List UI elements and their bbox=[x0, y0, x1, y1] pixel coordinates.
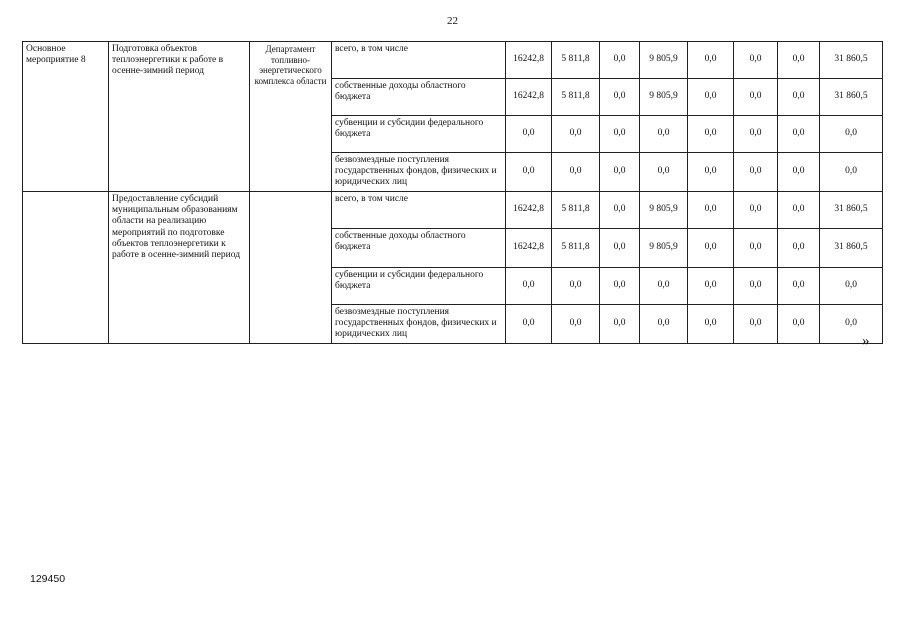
amount-cell: 0,0 bbox=[778, 192, 820, 229]
amount-cell: 31 860,5 bbox=[820, 192, 883, 229]
amount-cell: 0,0 bbox=[734, 229, 778, 268]
table-row bbox=[23, 192, 883, 229]
amount-cell: 0,0 bbox=[734, 305, 778, 344]
amount-cell: 5 811,8 bbox=[552, 79, 600, 116]
amount-cell: 0,0 bbox=[506, 268, 552, 305]
amount-cell: 0,0 bbox=[640, 153, 688, 192]
amount-cell: 0,0 bbox=[734, 42, 778, 79]
amount-cell: 16242,8 bbox=[506, 192, 552, 229]
amount-cell: 0,0 bbox=[506, 305, 552, 344]
funding-source: собственные доходы областного бюджета bbox=[332, 229, 506, 268]
amount-cell: 0,0 bbox=[734, 116, 778, 153]
amount-cell: 0,0 bbox=[734, 153, 778, 192]
amount-cell: 0,0 bbox=[600, 153, 640, 192]
amount-cell: 0,0 bbox=[734, 192, 778, 229]
amount-cell: 0,0 bbox=[778, 229, 820, 268]
page-number: 22 bbox=[447, 15, 458, 27]
amount-cell: 0,0 bbox=[600, 268, 640, 305]
amount-cell: 0,0 bbox=[688, 153, 734, 192]
funding-source: субвенции и субсидии федерального бюджета bbox=[332, 268, 506, 305]
amount-cell: 0,0 bbox=[640, 305, 688, 344]
amount-cell: 0,0 bbox=[820, 305, 883, 344]
measure-group-cell bbox=[23, 192, 109, 344]
funding-source: всего, в том числе bbox=[332, 42, 506, 79]
funding-source: безвозмездные поступления государственных фондов, физических и юридических лиц bbox=[332, 153, 506, 192]
amount-cell: 0,0 bbox=[600, 79, 640, 116]
measure-group-label: Основное мероприятие 8 bbox=[23, 42, 109, 192]
amount-cell: 0,0 bbox=[778, 116, 820, 153]
amount-cell: 0,0 bbox=[688, 79, 734, 116]
amount-cell: 9 805,9 bbox=[640, 229, 688, 268]
funding-source: субвенции и субсидии федерального бюджета bbox=[332, 116, 506, 153]
amount-cell: 0,0 bbox=[688, 42, 734, 79]
amount-cell: 0,0 bbox=[688, 229, 734, 268]
amount-cell: 0,0 bbox=[600, 42, 640, 79]
amount-cell: 0,0 bbox=[688, 116, 734, 153]
amount-cell: 0,0 bbox=[506, 153, 552, 192]
measure-name: Предоставление субсидий муниципальным образованиям области на реализацию мероприятий по подготовке объектов теплоэнергетики к работе в осенне-зимний период bbox=[109, 192, 250, 344]
amount-cell: 0,0 bbox=[552, 305, 600, 344]
amount-cell: 31 860,5 bbox=[820, 79, 883, 116]
amount-cell: 31 860,5 bbox=[820, 229, 883, 268]
amount-cell: 9 805,9 bbox=[640, 79, 688, 116]
amount-cell: 0,0 bbox=[688, 305, 734, 344]
amount-cell: 0,0 bbox=[820, 153, 883, 192]
amount-cell: 0,0 bbox=[552, 268, 600, 305]
executor bbox=[250, 192, 332, 344]
amount-cell: 0,0 bbox=[778, 153, 820, 192]
amount-cell: 0,0 bbox=[688, 268, 734, 305]
document-code: 129450 bbox=[30, 573, 66, 585]
amount-cell: 5 811,8 bbox=[552, 229, 600, 268]
amount-cell: 0,0 bbox=[778, 42, 820, 79]
amount-cell: 0,0 bbox=[734, 268, 778, 305]
funding-source: собственные доходы областного бюджета bbox=[332, 79, 506, 116]
amount-cell: 0,0 bbox=[820, 116, 883, 153]
amount-cell: 0,0 bbox=[778, 268, 820, 305]
amount-cell: 0,0 bbox=[820, 268, 883, 305]
amount-cell: 0,0 bbox=[734, 79, 778, 116]
amount-cell: 0,0 bbox=[552, 153, 600, 192]
amount-cell: 0,0 bbox=[778, 305, 820, 344]
amount-cell: 0,0 bbox=[600, 192, 640, 229]
amount-cell: 0,0 bbox=[600, 229, 640, 268]
amount-cell: 9 805,9 bbox=[640, 192, 688, 229]
funding-table-body bbox=[23, 42, 883, 344]
amount-cell: 0,0 bbox=[640, 116, 688, 153]
amount-cell: 0,0 bbox=[640, 268, 688, 305]
amount-cell: 16242,8 bbox=[506, 79, 552, 116]
amount-cell: 0,0 bbox=[600, 305, 640, 344]
amount-cell: 0,0 bbox=[506, 116, 552, 153]
amount-cell: 0,0 bbox=[552, 116, 600, 153]
funding-table bbox=[22, 41, 883, 344]
amount-cell: 16242,8 bbox=[506, 42, 552, 79]
amount-cell: 16242,8 bbox=[506, 229, 552, 268]
executor: Департамент топливно-энергетического комплекса области bbox=[250, 42, 332, 192]
closing-quote: » bbox=[862, 333, 870, 349]
amount-cell: 31 860,5 bbox=[820, 42, 883, 79]
funding-source: безвозмездные поступления государственных фондов, физических и юридических лиц bbox=[332, 305, 506, 344]
amount-cell: 0,0 bbox=[600, 116, 640, 153]
funding-source: всего, в том числе bbox=[332, 192, 506, 229]
amount-cell: 0,0 bbox=[778, 79, 820, 116]
amount-cell: 5 811,8 bbox=[552, 42, 600, 79]
amount-cell: 0,0 bbox=[688, 192, 734, 229]
amount-cell: 9 805,9 bbox=[640, 42, 688, 79]
amount-cell: 5 811,8 bbox=[552, 192, 600, 229]
table-row bbox=[23, 42, 883, 79]
measure-name: Подготовка объектов теплоэнергетики к работе в осенне-зимний период bbox=[109, 42, 250, 192]
